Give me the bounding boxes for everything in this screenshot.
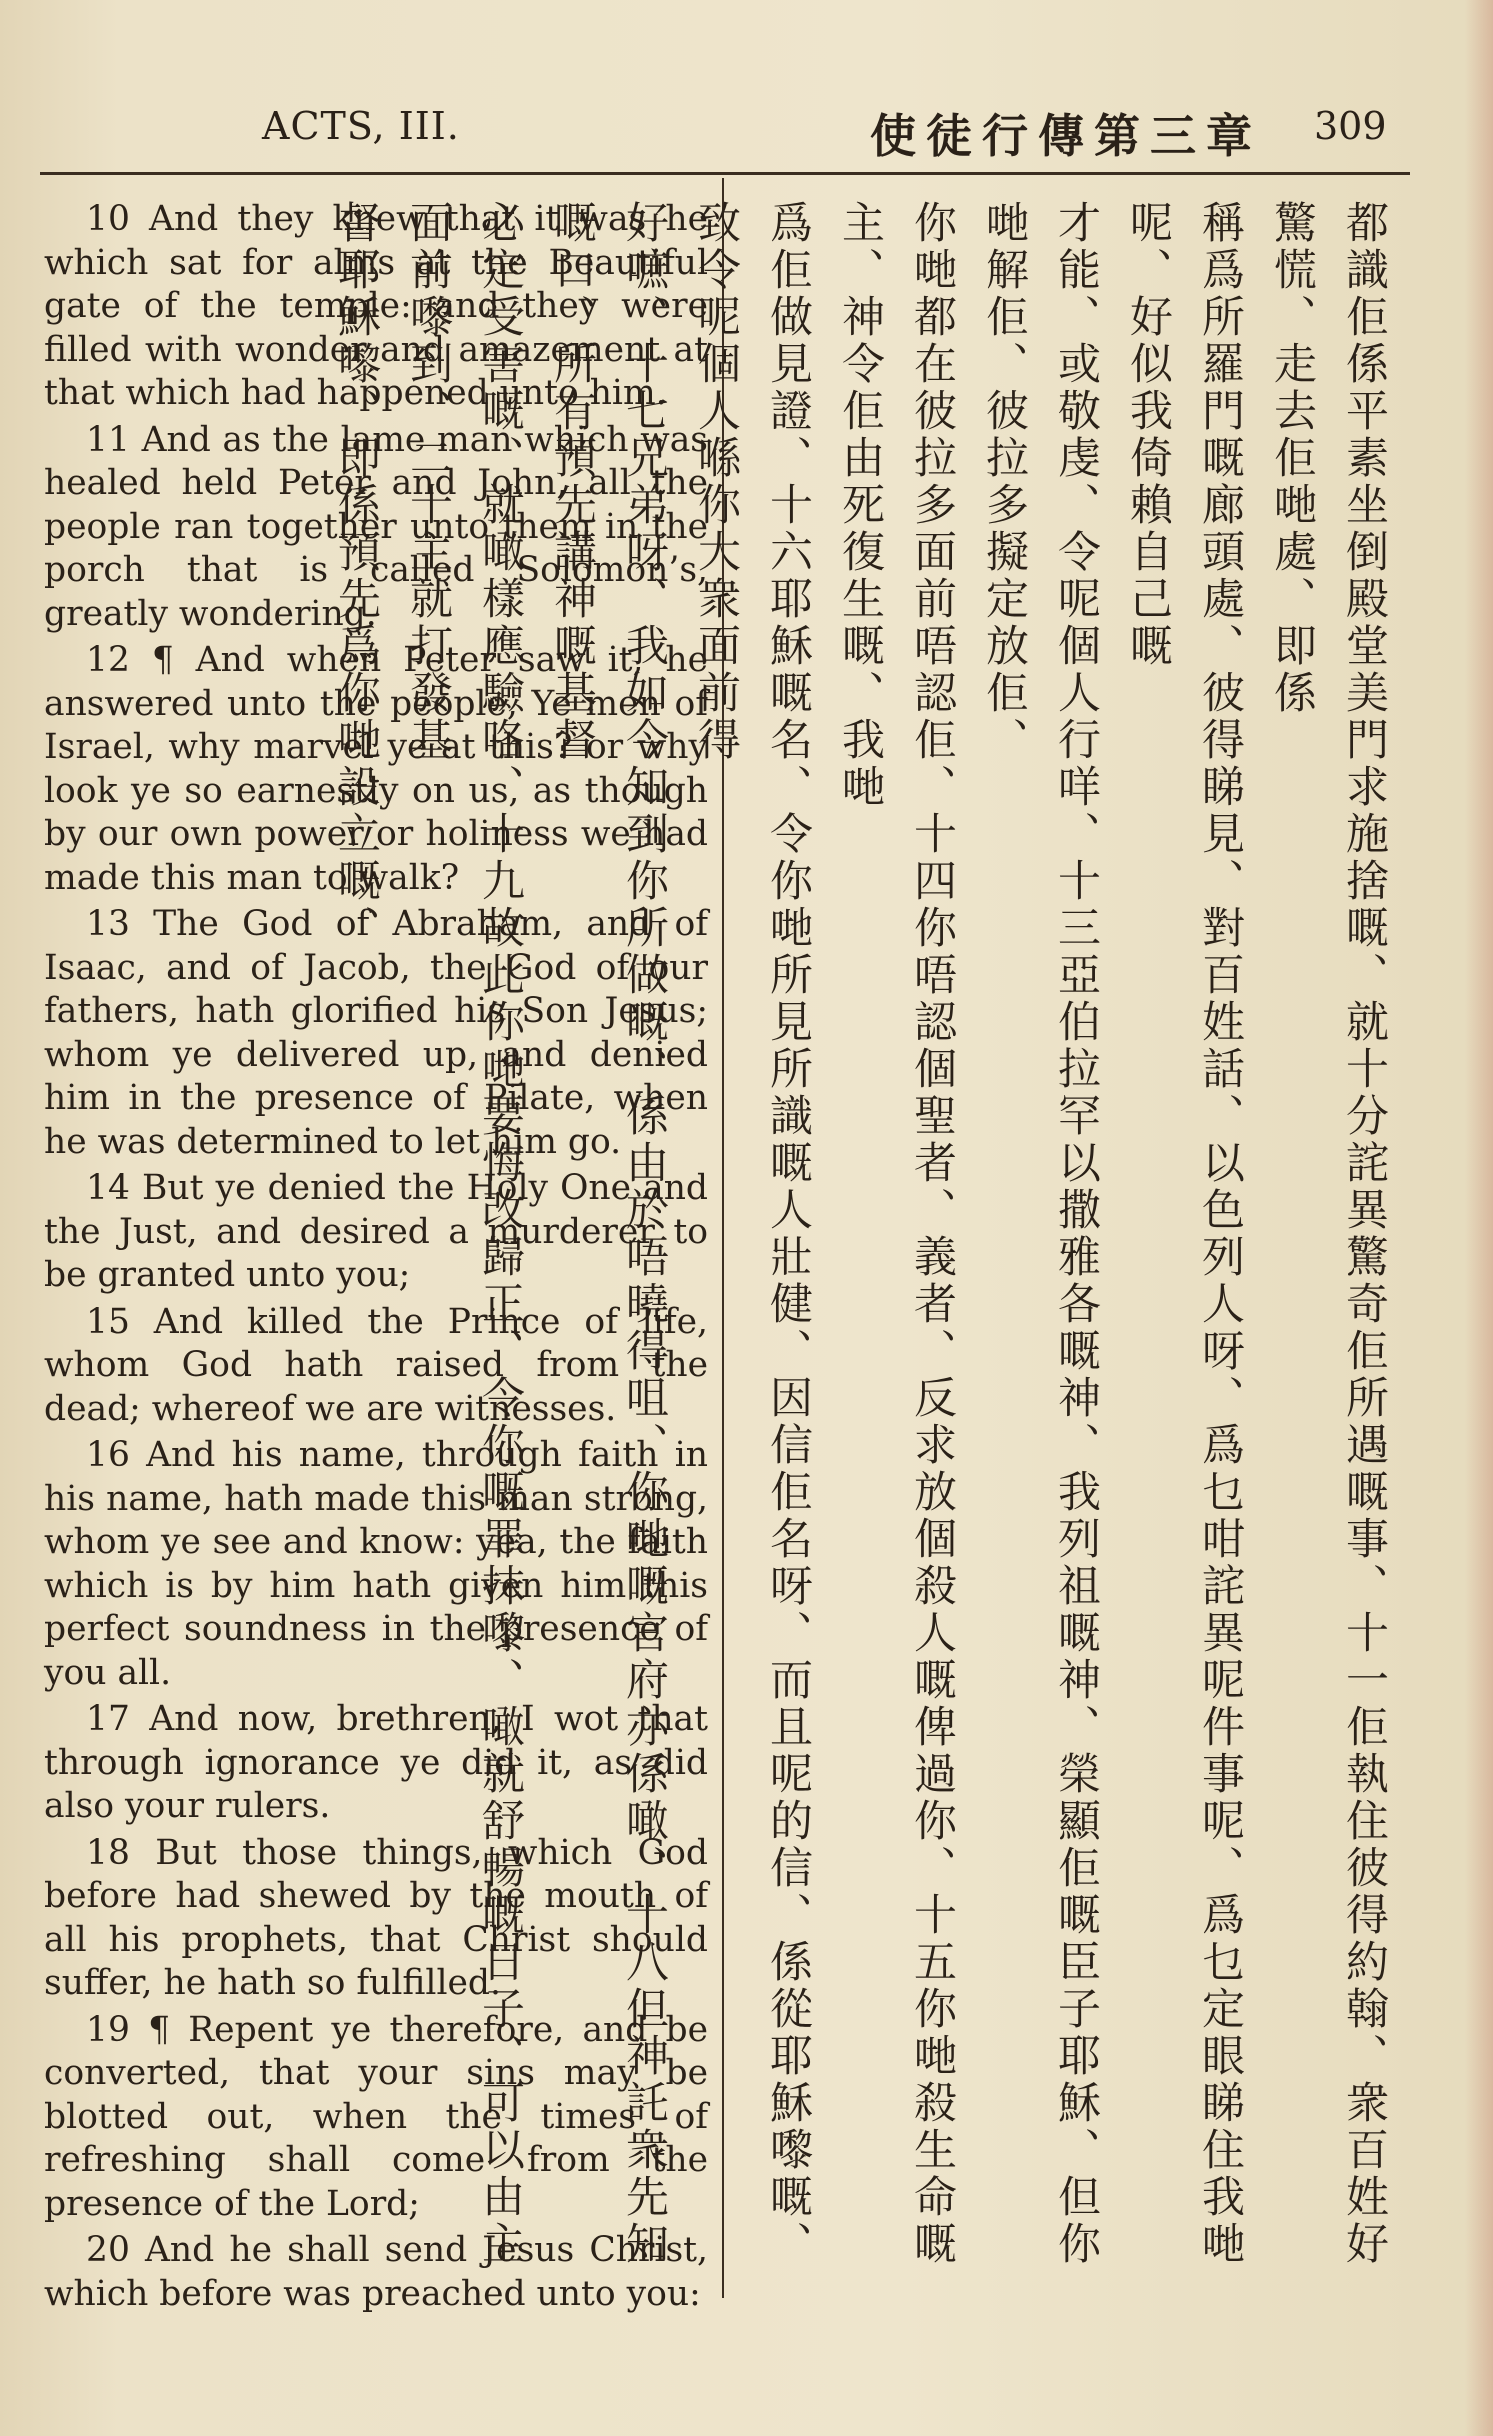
chinese-column: 你哋都在彼拉多面前唔認佢、十四你唔認個聖者、義者、反求放個殺人嘅俾過你、十五你哋殺生命嘅主、神令佢由死復生嘅、我哋 (835, 200, 957, 2268)
verse-number: 20 (86, 2230, 130, 2270)
verse-number: 10 (86, 199, 130, 239)
verse-text: ¶ And when Peter saw it, he answered unto the people, Ye men of Israel, why marvel ye at this? or why look ye so earnestly on us, as though by our own power or holiness we had made this man to walk? (44, 640, 708, 898)
verse-text: But those things, which God before had shewed by the mouth of all his prophets, that Christ should suffer, he hath so fulfilled. (44, 1832, 708, 2003)
verse-number: 19 (86, 2009, 130, 2050)
verse-text: And killed the Prince of life, whom God hath raised from the dead; whereof we are witnesses. (44, 1301, 708, 1429)
chinese-column: 爲佢做見證、十六耶穌嘅名、令你哋所見所識嘅人壯健、因信佢名呀、而且呢的信、係從耶穌嚟嘅、致令呢個人喺你大衆面前得 (691, 200, 813, 2268)
chinese-column: 才能、或敬虔、令呢個人行咩、十三亞伯拉罕以撒雅各嘅神、我列祖嘅神、榮顯佢嘅臣子耶穌、但你哋解佢、彼拉多擬定放佢、 (979, 200, 1101, 2268)
verse-number: 13 (86, 904, 130, 944)
chinese-column: 好嗻、十七兄弟呀、我如今知到你所做嘅、係由於唔曉得咀、你哋嘅官府亦係噉、十八但神託衆先知嘅口、所有預先講神嘅基督 (547, 200, 669, 2268)
page-number: 309 (1314, 104, 1387, 148)
page-edge-shading (1465, 0, 1493, 2436)
verse-text: The God of Abraham, and of Isaac, and of Jacob, the God of our fathers, hath glorified his Son Jesus; whom ye delivered up, and denied him in the presence of Pilate, when he was determined to let him go. (44, 904, 708, 1162)
verse-text: And he shall send Jesus Christ, which before was preached unto you: (44, 2230, 708, 2314)
verse-number: 16 (86, 1435, 130, 1475)
running-head-english: ACTS, III. (262, 104, 460, 148)
verse-text: But ye denied the Holy One and the Just, and desired a murderer to be granted unto you; (44, 1168, 708, 1295)
verse-text: And now, brethren, I wot that through ignorance ye did it, as did also your rulers. (44, 1699, 708, 1826)
header-rule (40, 172, 1410, 175)
running-head-chinese: 使徒行傳第三章 (870, 109, 1262, 163)
verse-number: 17 (86, 1699, 130, 1739)
verse-number: 15 (86, 1301, 130, 1342)
verse-text: And as the lame man which was healed held Peter and John, all the people ran together unto them in the porch that is called Solomon’s, greatly wondering. (44, 419, 708, 634)
verse-number: 11 (86, 419, 130, 460)
verse-text: ¶ Repent ye therefore, and be converted, that your sins may be blotted out, when the times of refreshing shall come from the presence of the Lord; (44, 2009, 708, 2224)
chinese-column: 都識佢係平素坐倒殿堂美門求施捨嘅、就十分詫異驚奇佢所遇嘅事、十一佢執住彼得約翰、衆百姓好驚慌、走去佢哋處、即係 (1267, 200, 1389, 2268)
verse-text: And they knew that it was he which sat for alms at the Beautiful gate of the temple: and they were filled with wonder and amazement at that which had happened unto him. (44, 199, 708, 413)
verse-number: 18 (86, 1832, 130, 1873)
chinese-column: 督耶穌嚟、即係預先爲你哋設立嘅、 (331, 200, 381, 952)
verse-number: 14 (86, 1168, 130, 1208)
chinese-column: 必定受害嘅、就噉樣應驗咯、十九故此你哋要悔改歸正、令你嘅罪抹嚟、噉就舒暢嘅日子、可以由主面前嚟到、二十主就打發基 (403, 200, 525, 2268)
verse-number: 12 (86, 640, 130, 680)
verse-text: And his name, through faith in his name, hath made this man strong, whom ye see and know: yea, the faith which is by him hath given him this perfect soundness in the presence of you all. (44, 1435, 708, 1693)
chinese-column: 稱爲所羅門嘅廊頭處、彼得睇見、對百姓話、以色列人呀、爲乜咁詫異呢件事呢、爲乜定眼睇住我哋呢、好似我倚賴自己嘅 (1123, 200, 1245, 2268)
